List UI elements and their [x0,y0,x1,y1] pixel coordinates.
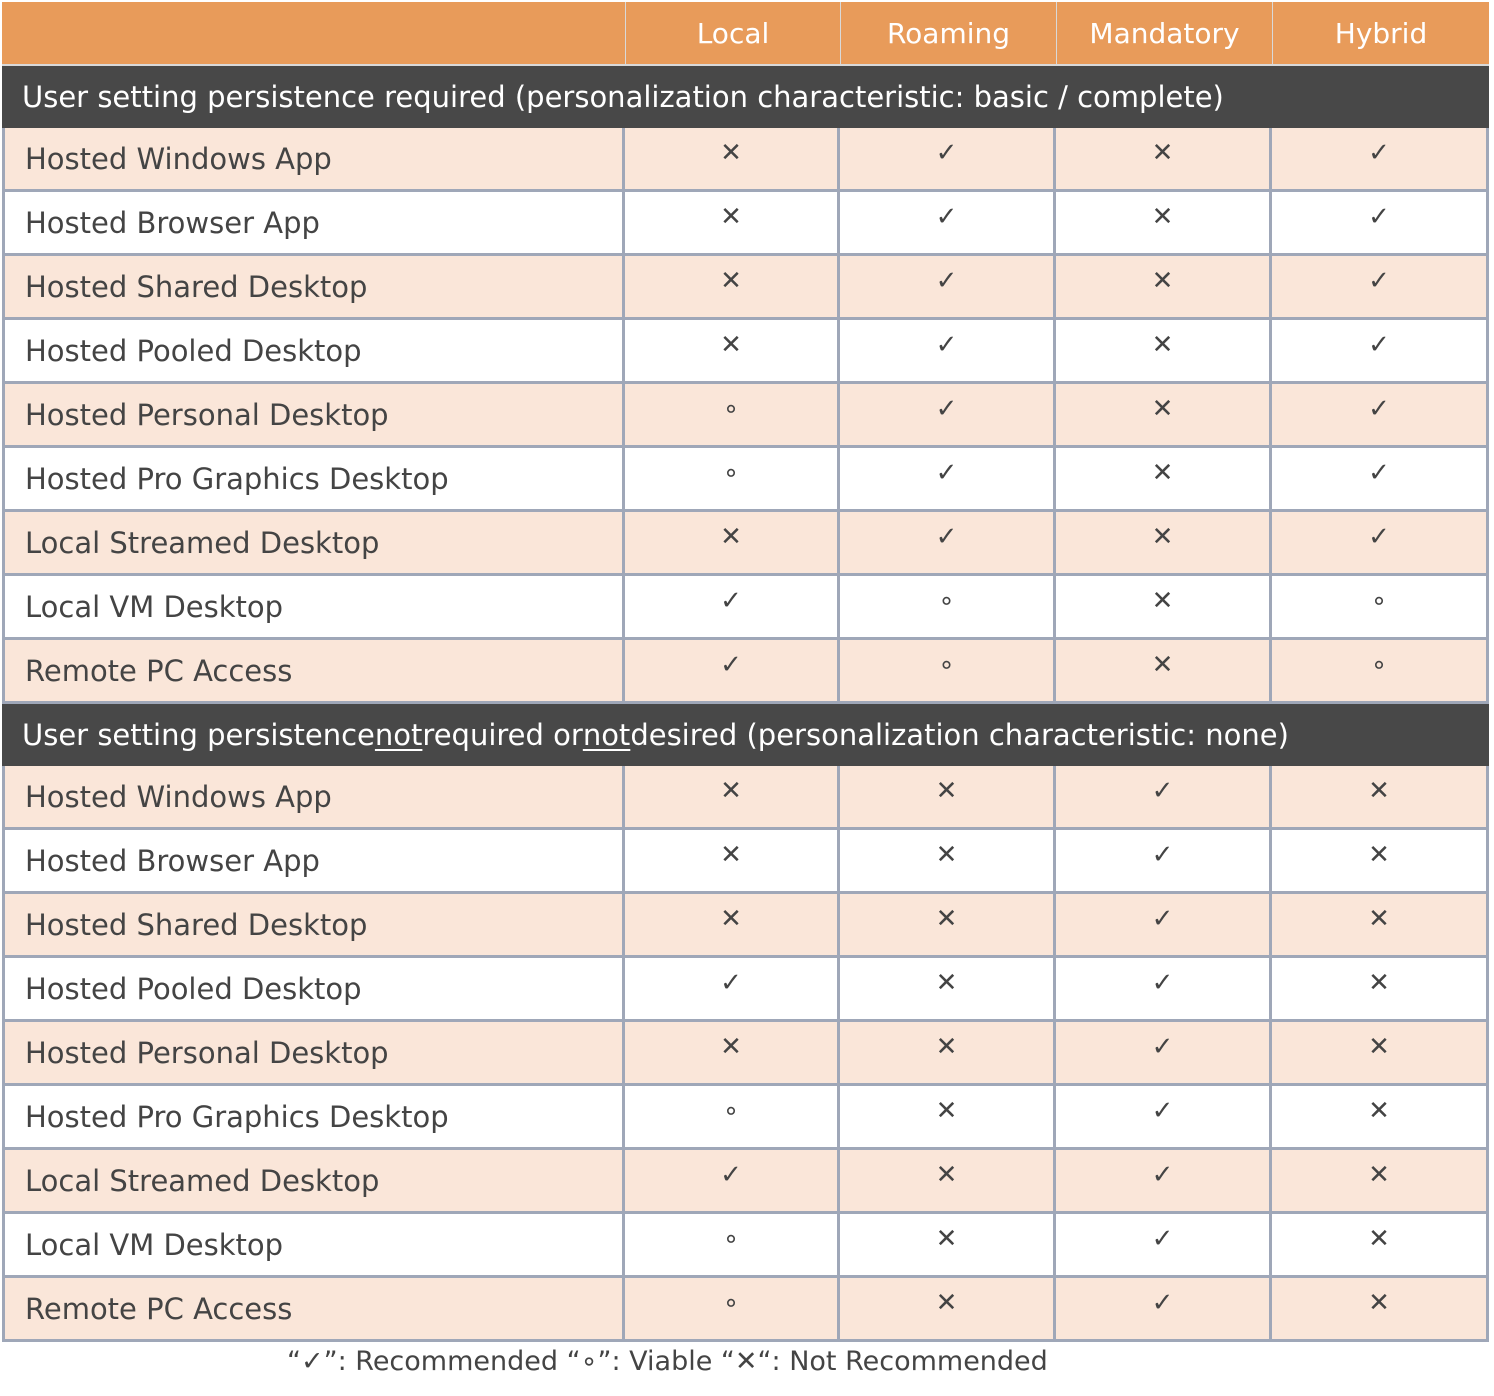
section2-title-part: User setting persistence [22,718,375,752]
rating-roaming: ✓ [840,256,1056,320]
rating-hybrid: ✕ [1272,1086,1489,1150]
rating-local: ∘ [625,384,840,448]
rating-mandatory: ✕ [1056,192,1272,256]
rating-local: ∘ [625,448,840,512]
rating-local: ✕ [625,894,840,958]
rating-roaming: ✕ [840,958,1056,1022]
rating-mandatory: ✓ [1056,1150,1272,1214]
section2-title-part: desired (personalization characteristic: none) [630,718,1289,752]
rating-hybrid: ✕ [1272,894,1489,958]
rating-roaming: ✕ [840,1214,1056,1278]
row-label: Hosted Shared Desktop [2,894,625,958]
rating-hybrid: ✕ [1272,1214,1489,1278]
rating-roaming: ∘ [840,640,1056,704]
row-label: Hosted Pooled Desktop [2,958,625,1022]
rating-roaming: ✕ [840,1022,1056,1086]
header-mandatory: Mandatory [1056,2,1272,66]
rating-mandatory: ✕ [1056,256,1272,320]
row-label: Local VM Desktop [2,576,625,640]
row-label: Hosted Pro Graphics Desktop [2,448,625,512]
rating-local: ✕ [625,766,840,830]
rating-hybrid: ✕ [1272,830,1489,894]
rating-local: ✓ [625,576,840,640]
rating-roaming: ✕ [840,894,1056,958]
rating-hybrid: ✓ [1272,256,1489,320]
rating-hybrid: ∘ [1272,640,1489,704]
rating-mandatory: ✓ [1056,830,1272,894]
row-label: Local Streamed Desktop [2,512,625,576]
rating-mandatory: ✓ [1056,1022,1272,1086]
rating-hybrid: ✕ [1272,766,1489,830]
rating-hybrid: ✕ [1272,958,1489,1022]
rating-hybrid: ✕ [1272,1150,1489,1214]
rating-mandatory: ✓ [1056,1086,1272,1150]
rating-local: ∘ [625,1214,840,1278]
rating-mandatory: ✕ [1056,384,1272,448]
rating-roaming: ✓ [840,384,1056,448]
rating-mandatory: ✓ [1056,1214,1272,1278]
rating-roaming: ✕ [840,1086,1056,1150]
rating-hybrid: ✓ [1272,192,1489,256]
rating-local: ✓ [625,1150,840,1214]
row-label: Hosted Personal Desktop [2,384,625,448]
header-local: Local [625,2,840,66]
header-hybrid: Hybrid [1272,2,1489,66]
section2-heading [2,704,1489,766]
rating-roaming: ∘ [840,576,1056,640]
rating-local: ✓ [625,958,840,1022]
row-label: Hosted Shared Desktop [2,256,625,320]
rating-hybrid: ✕ [1272,1278,1489,1342]
rating-local: ∘ [625,1278,840,1342]
section2-title-not-2: not [582,718,631,752]
rating-local: ✕ [625,320,840,384]
rating-roaming: ✕ [840,830,1056,894]
rating-local: ✕ [625,512,840,576]
rating-roaming: ✓ [840,320,1056,384]
rating-mandatory: ✓ [1056,894,1272,958]
row-label: Hosted Windows App [2,766,625,830]
section2-title-not-1: not [374,718,423,752]
rating-roaming: ✕ [840,766,1056,830]
rating-roaming: ✓ [840,128,1056,192]
row-label: Hosted Browser App [2,830,625,894]
rating-roaming: ✕ [840,1278,1056,1342]
rating-mandatory: ✕ [1056,640,1272,704]
header-corner [2,2,625,66]
rating-mandatory: ✕ [1056,512,1272,576]
section2-title-part: required or [422,718,583,752]
rating-mandatory: ✓ [1056,1278,1272,1342]
rating-mandatory: ✕ [1056,320,1272,384]
rating-hybrid: ✓ [1272,384,1489,448]
rating-mandatory: ✕ [1056,448,1272,512]
rating-mandatory: ✕ [1056,576,1272,640]
rating-hybrid: ✓ [1272,512,1489,576]
rating-roaming: ✓ [840,448,1056,512]
row-label: Remote PC Access [2,1278,625,1342]
row-label: Remote PC Access [2,640,625,704]
row-label: Hosted Personal Desktop [2,1022,625,1086]
rating-roaming: ✕ [840,1150,1056,1214]
rating-local: ✓ [625,640,840,704]
rating-mandatory: ✓ [1056,766,1272,830]
header-roaming: Roaming [840,2,1056,66]
rating-hybrid: ✕ [1272,1022,1489,1086]
row-label: Hosted Windows App [2,128,625,192]
row-label: Hosted Pooled Desktop [2,320,625,384]
rating-local: ✕ [625,830,840,894]
rating-hybrid: ✓ [1272,320,1489,384]
rating-local: ∘ [625,1086,840,1150]
persistence-table [2,2,1489,1342]
rating-local: ✕ [625,256,840,320]
rating-hybrid: ✓ [1272,128,1489,192]
rating-hybrid: ∘ [1272,576,1489,640]
rating-mandatory: ✕ [1056,128,1272,192]
row-label: Hosted Pro Graphics Desktop [2,1086,625,1150]
rating-local: ✕ [625,1022,840,1086]
rating-roaming: ✓ [840,512,1056,576]
row-label: Local VM Desktop [2,1214,625,1278]
row-label: Hosted Browser App [2,192,625,256]
legend: “✓”: Recommended “∘”: Viable “✕“: Not Recommended [287,1346,1048,1377]
rating-roaming: ✓ [840,192,1056,256]
section1-heading: User setting persistence required (personalization characteristic: basic / complete) [2,66,1489,128]
rating-hybrid: ✓ [1272,448,1489,512]
rating-local: ✕ [625,128,840,192]
rating-mandatory: ✓ [1056,958,1272,1022]
row-label: Local Streamed Desktop [2,1150,625,1214]
rating-local: ✕ [625,192,840,256]
